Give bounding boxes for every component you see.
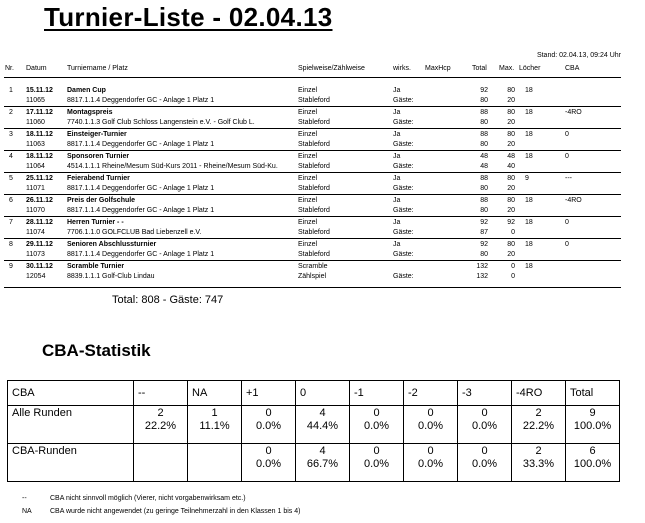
cba-count: 1 — [211, 407, 218, 419]
row-cba: 0 — [565, 219, 569, 226]
row-total-gaeste: 80 — [480, 141, 488, 148]
cba-cell — [350, 444, 404, 482]
row-divider — [4, 172, 621, 173]
row-max: 0 — [511, 263, 515, 270]
cba-percent: 66.7% — [306, 458, 339, 470]
row-gaeste-label: Gäste: — [393, 119, 414, 126]
total-line: Total: 808 - Gäste: 747 — [112, 294, 224, 306]
row-total-gaeste: 80 — [480, 185, 488, 192]
row-total-gaeste: 80 — [480, 119, 488, 126]
row-name: Herren Turnier - - — [67, 219, 124, 226]
col-header-name: Turniername / Platz — [67, 65, 128, 72]
row-total: 132 — [476, 263, 488, 270]
row-nr: 7 — [9, 219, 13, 226]
row-date: 30.11.12 — [26, 263, 53, 270]
cba-percent: 0.0% — [255, 458, 282, 470]
row-name: Montagspreis — [67, 109, 113, 116]
row-divider — [4, 216, 621, 217]
row-nr: 4 — [9, 153, 13, 160]
col-header-loecher: Löcher — [519, 65, 541, 72]
table-row — [0, 106, 645, 128]
cba-cell — [188, 406, 242, 444]
table-row — [0, 150, 645, 172]
cba-count: 6 — [589, 445, 596, 457]
legend-key: NA — [22, 508, 32, 515]
row-total-gaeste: 87 — [480, 229, 488, 236]
cba-header-cell: 0 — [296, 381, 350, 406]
row-cba: 0 — [565, 241, 569, 248]
legend-text: CBA wurde nicht angewendet (zu geringe Teilnehmerzahl in den Klassen 1 bis 4) — [50, 508, 301, 515]
row-zaehlweise: Stableford — [298, 97, 330, 104]
row-wirks: Ja — [393, 219, 401, 226]
row-loecher: 18 — [525, 197, 533, 204]
row-max-gaeste: 20 — [507, 119, 515, 126]
col-header-maxhcp: MaxHcp — [425, 65, 451, 72]
cba-percent: 22.2% — [144, 420, 177, 432]
row-total: 48 — [480, 153, 488, 160]
cba-data-row — [8, 406, 620, 444]
col-header-max: Max. — [499, 65, 515, 72]
row-id: 11070 — [26, 207, 45, 214]
row-zaehlweise: Stableford — [298, 141, 330, 148]
cba-cell — [458, 444, 512, 482]
row-place: 8817.1.1.4 Deggendorfer GC - Anlage 1 Platz 1 — [67, 185, 215, 192]
row-max-gaeste: 20 — [507, 251, 515, 258]
row-max-gaeste: 20 — [507, 97, 515, 104]
row-total: 88 — [480, 197, 488, 204]
row-id: 11063 — [26, 141, 45, 148]
cba-count: 9 — [589, 407, 596, 419]
row-spielweise: Einzel — [298, 131, 318, 138]
row-total: 92 — [480, 241, 488, 248]
cba-header-row — [8, 381, 620, 406]
row-zaehlweise: Stableford — [298, 207, 330, 214]
col-header-cba: CBA — [565, 65, 580, 72]
row-max: 80 — [507, 241, 515, 248]
row-spielweise: Einzel — [298, 87, 318, 94]
row-nr: 6 — [9, 197, 13, 204]
row-max-gaeste: 20 — [507, 141, 515, 148]
row-spielweise: Einzel — [298, 109, 318, 116]
row-spielweise: Einzel — [298, 219, 318, 226]
cba-percent: 100.0% — [573, 420, 612, 432]
row-gaeste-label: Gäste: — [393, 141, 414, 148]
table-row — [0, 194, 645, 216]
cba-header-cell: +1 — [242, 381, 296, 406]
row-wirks: Ja — [393, 175, 401, 182]
legend-key: -- — [22, 495, 27, 502]
legend-text: CBA nicht sinnvoll möglich (Vierer, nicht vorgabenwirksam etc.) — [50, 495, 246, 502]
row-max-gaeste: 20 — [507, 207, 515, 214]
row-cba: -4RO — [565, 197, 582, 204]
cba-cell — [242, 406, 296, 444]
cba-percent: 44.4% — [306, 420, 339, 432]
cba-table — [7, 380, 620, 482]
row-date: 25.11.12 — [26, 175, 53, 182]
row-total-gaeste: 48 — [480, 163, 488, 170]
cba-count: 0 — [481, 407, 488, 419]
row-zaehlweise: Stableford — [298, 163, 330, 170]
row-wirks: Ja — [393, 241, 401, 248]
table-row — [0, 260, 645, 282]
cba-header-cell: NA — [188, 381, 242, 406]
cba-count: 0 — [373, 407, 380, 419]
row-wirks: Ja — [393, 153, 401, 160]
row-name: Senioren Abschlussturnier — [67, 241, 157, 248]
row-gaeste-label: Gäste: — [393, 273, 414, 280]
row-name: Scramble Turnier — [67, 263, 125, 270]
row-max: 80 — [507, 197, 515, 204]
row-loecher: 18 — [525, 219, 533, 226]
row-total: 92 — [480, 87, 488, 94]
row-max-gaeste: 0 — [511, 273, 515, 280]
cba-heading: CBA-Statistik — [42, 341, 151, 360]
list-end-divider — [4, 287, 621, 288]
header-divider — [4, 77, 621, 78]
row-max: 80 — [507, 109, 515, 116]
row-id: 11073 — [26, 251, 45, 258]
col-header-spielweise: Spielweise/Zählweise — [298, 65, 365, 72]
row-total: 92 — [480, 219, 488, 226]
row-loecher: 18 — [525, 241, 533, 248]
cba-cell — [134, 444, 188, 482]
cba-cell — [404, 444, 458, 482]
cba-cell — [188, 444, 242, 482]
row-loecher: 9 — [525, 175, 529, 182]
col-header-wirks: wirks. — [393, 65, 411, 72]
row-id: 12054 — [26, 273, 46, 280]
cba-percent: 11.1% — [199, 420, 230, 432]
row-gaeste-label: Gäste: — [393, 229, 414, 236]
row-zaehlweise: Stableford — [298, 185, 330, 192]
cba-count: 0 — [427, 445, 434, 457]
cba-cell — [296, 444, 350, 482]
cba-header-cell: -- — [134, 381, 188, 406]
cba-count: 0 — [427, 407, 434, 419]
row-place: 7740.1.1.3 Golf Club Schloss Langenstein e.V. - Golf Club L. — [67, 119, 255, 126]
row-place: 8817.1.1.4 Deggendorfer GC - Anlage 1 Platz 1 — [67, 251, 215, 258]
row-gaeste-label: Gäste: — [393, 163, 414, 170]
table-row — [0, 216, 645, 238]
row-max-gaeste: 20 — [507, 185, 515, 192]
row-loecher: 18 — [525, 87, 533, 94]
row-total-gaeste: 80 — [480, 251, 488, 258]
row-total-gaeste: 80 — [480, 97, 488, 104]
cba-cell — [242, 444, 296, 482]
cba-percent: 0.0% — [417, 458, 444, 470]
row-divider — [4, 150, 621, 151]
row-loecher: 18 — [525, 131, 533, 138]
row-divider — [4, 128, 621, 129]
row-max: 80 — [507, 131, 515, 138]
row-name: Damen Cup — [67, 87, 106, 94]
cba-percent: 0.0% — [363, 420, 390, 432]
row-max: 48 — [507, 153, 515, 160]
row-divider — [4, 260, 621, 261]
cba-cell — [458, 406, 512, 444]
row-zaehlweise: Zählspiel — [298, 273, 327, 280]
cba-header-cell: CBA — [8, 381, 134, 406]
row-total-gaeste: 132 — [476, 273, 488, 280]
cba-cell — [512, 444, 566, 482]
row-divider — [4, 238, 621, 239]
row-wirks: Ja — [393, 131, 401, 138]
cba-row-label: Alle Runden — [8, 406, 134, 444]
cba-count: 4 — [319, 407, 326, 419]
row-date: 17.11.12 — [26, 109, 53, 116]
cba-count: 2 — [535, 407, 542, 419]
row-zaehlweise: Stableford — [298, 251, 330, 258]
row-place: 8817.1.1.4 Deggendorfer GC - Anlage 1 Platz 1 — [67, 141, 215, 148]
table-row — [0, 84, 645, 106]
cba-cell — [512, 406, 566, 444]
row-id: 11064 — [26, 163, 45, 170]
cba-percent: 0.0% — [363, 458, 390, 470]
cba-header-cell: -3 — [458, 381, 512, 406]
row-nr: 8 — [9, 241, 13, 248]
row-max: 80 — [507, 175, 515, 182]
row-nr: 1 — [9, 87, 13, 94]
row-name: Sponsoren Turnier — [67, 153, 130, 160]
cba-cell — [404, 406, 458, 444]
cba-percent: 0.0% — [417, 420, 444, 432]
row-place: 8817.1.1.4 Deggendorfer GC - Anlage 1 Platz 1 — [67, 207, 215, 214]
row-place: 7706.1.1.0 GOLFCLUB Bad Liebenzell e.V. — [67, 229, 202, 236]
row-place: 8839.1.1.1 Golf-Club Lindau — [67, 273, 155, 280]
row-spielweise: Einzel — [298, 197, 318, 204]
col-header-datum: Datum — [26, 65, 47, 72]
row-spielweise: Einzel — [298, 153, 318, 160]
cba-cell — [566, 444, 620, 482]
cba-cell — [134, 406, 188, 444]
row-id: 11060 — [26, 119, 45, 126]
cba-count: 2 — [535, 445, 542, 457]
row-place: 8817.1.1.4 Deggendorfer GC - Anlage 1 Platz 1 — [67, 97, 215, 104]
cba-count: 4 — [319, 445, 326, 457]
row-cba: 0 — [565, 131, 569, 138]
row-divider — [4, 194, 621, 195]
table-row — [0, 128, 645, 150]
row-max-gaeste: 40 — [507, 163, 515, 170]
row-zaehlweise: Stableford — [298, 119, 330, 126]
row-spielweise: Einzel — [298, 241, 318, 248]
row-id: 11071 — [26, 185, 45, 192]
table-row — [0, 238, 645, 260]
row-gaeste-label: Gäste: — [393, 207, 414, 214]
cba-count: 0 — [481, 445, 488, 457]
col-header-nr: Nr. — [5, 65, 14, 72]
row-cba: --- — [565, 175, 572, 182]
cba-percent: 22.2% — [522, 420, 555, 432]
page-title: Turnier-Liste - 02.04.13 — [44, 2, 333, 32]
row-divider — [4, 106, 621, 107]
cba-percent: 0.0% — [471, 458, 498, 470]
row-id: 11065 — [26, 97, 45, 104]
cba-count: 2 — [157, 407, 164, 419]
row-max: 80 — [507, 87, 515, 94]
cba-row-label: CBA-Runden — [8, 444, 134, 482]
cba-header-cell: -2 — [404, 381, 458, 406]
cba-percent: 0.0% — [255, 420, 282, 432]
cba-percent: 0.0% — [471, 420, 498, 432]
row-total: 88 — [480, 175, 488, 182]
cba-count: 0 — [265, 445, 272, 457]
row-nr: 3 — [9, 131, 13, 138]
row-loecher: 18 — [525, 263, 533, 270]
cba-header-cell: -1 — [350, 381, 404, 406]
row-max-gaeste: 0 — [511, 229, 515, 236]
row-total-gaeste: 80 — [480, 207, 488, 214]
row-spielweise: Einzel — [298, 175, 318, 182]
cba-data-row — [8, 444, 620, 482]
row-place: 4514.1.1.1 Rheine/Mesum Süd-Kurs 2011 - Rheine/Mesum Süd-Ku. — [67, 163, 278, 170]
row-loecher: 18 — [525, 109, 533, 116]
col-header-total: Total — [472, 65, 487, 72]
stand-timestamp: Stand: 02.04.13, 09:24 Uhr — [536, 52, 621, 59]
row-date: 18.11.12 — [26, 131, 53, 138]
row-total: 88 — [480, 131, 488, 138]
cba-count: 0 — [373, 445, 380, 457]
row-wirks: Ja — [393, 109, 401, 116]
row-wirks: Ja — [393, 197, 401, 204]
cba-cell — [350, 406, 404, 444]
cba-header-cell: Total — [566, 381, 620, 406]
row-name: Einsteiger-Turnier — [67, 131, 127, 138]
row-cba: 0 — [565, 153, 569, 160]
row-name: Preis der Golfschule — [67, 197, 136, 204]
row-gaeste-label: Gäste: — [393, 185, 414, 192]
table-row — [0, 172, 645, 194]
row-date: 15.11.12 — [26, 87, 53, 94]
row-date: 29.11.12 — [26, 241, 53, 248]
row-max: 92 — [507, 219, 515, 226]
row-gaeste-label: Gäste: — [393, 97, 414, 104]
row-nr: 9 — [9, 263, 13, 270]
row-date: 18.11.12 — [26, 153, 53, 160]
row-total: 88 — [480, 109, 488, 116]
cba-cell — [566, 406, 620, 444]
cba-count: 0 — [265, 407, 272, 419]
row-loecher: 18 — [525, 153, 533, 160]
cba-cell — [296, 406, 350, 444]
row-date: 26.11.12 — [26, 197, 53, 204]
row-date: 28.11.12 — [26, 219, 53, 226]
cba-percent: 100.0% — [573, 458, 612, 470]
row-nr: 5 — [9, 175, 13, 182]
cba-percent: 33.3% — [522, 458, 555, 470]
row-cba: -4RO — [565, 109, 582, 116]
row-zaehlweise: Stableford — [298, 229, 330, 236]
cba-header-cell: -4RO — [512, 381, 566, 406]
row-nr: 2 — [9, 109, 13, 116]
row-name: Feierabend Turnier — [67, 175, 130, 182]
row-id: 11074 — [26, 229, 45, 236]
row-gaeste-label: Gäste: — [393, 251, 414, 258]
row-spielweise: Scramble — [298, 263, 328, 270]
row-wirks: Ja — [393, 87, 401, 94]
